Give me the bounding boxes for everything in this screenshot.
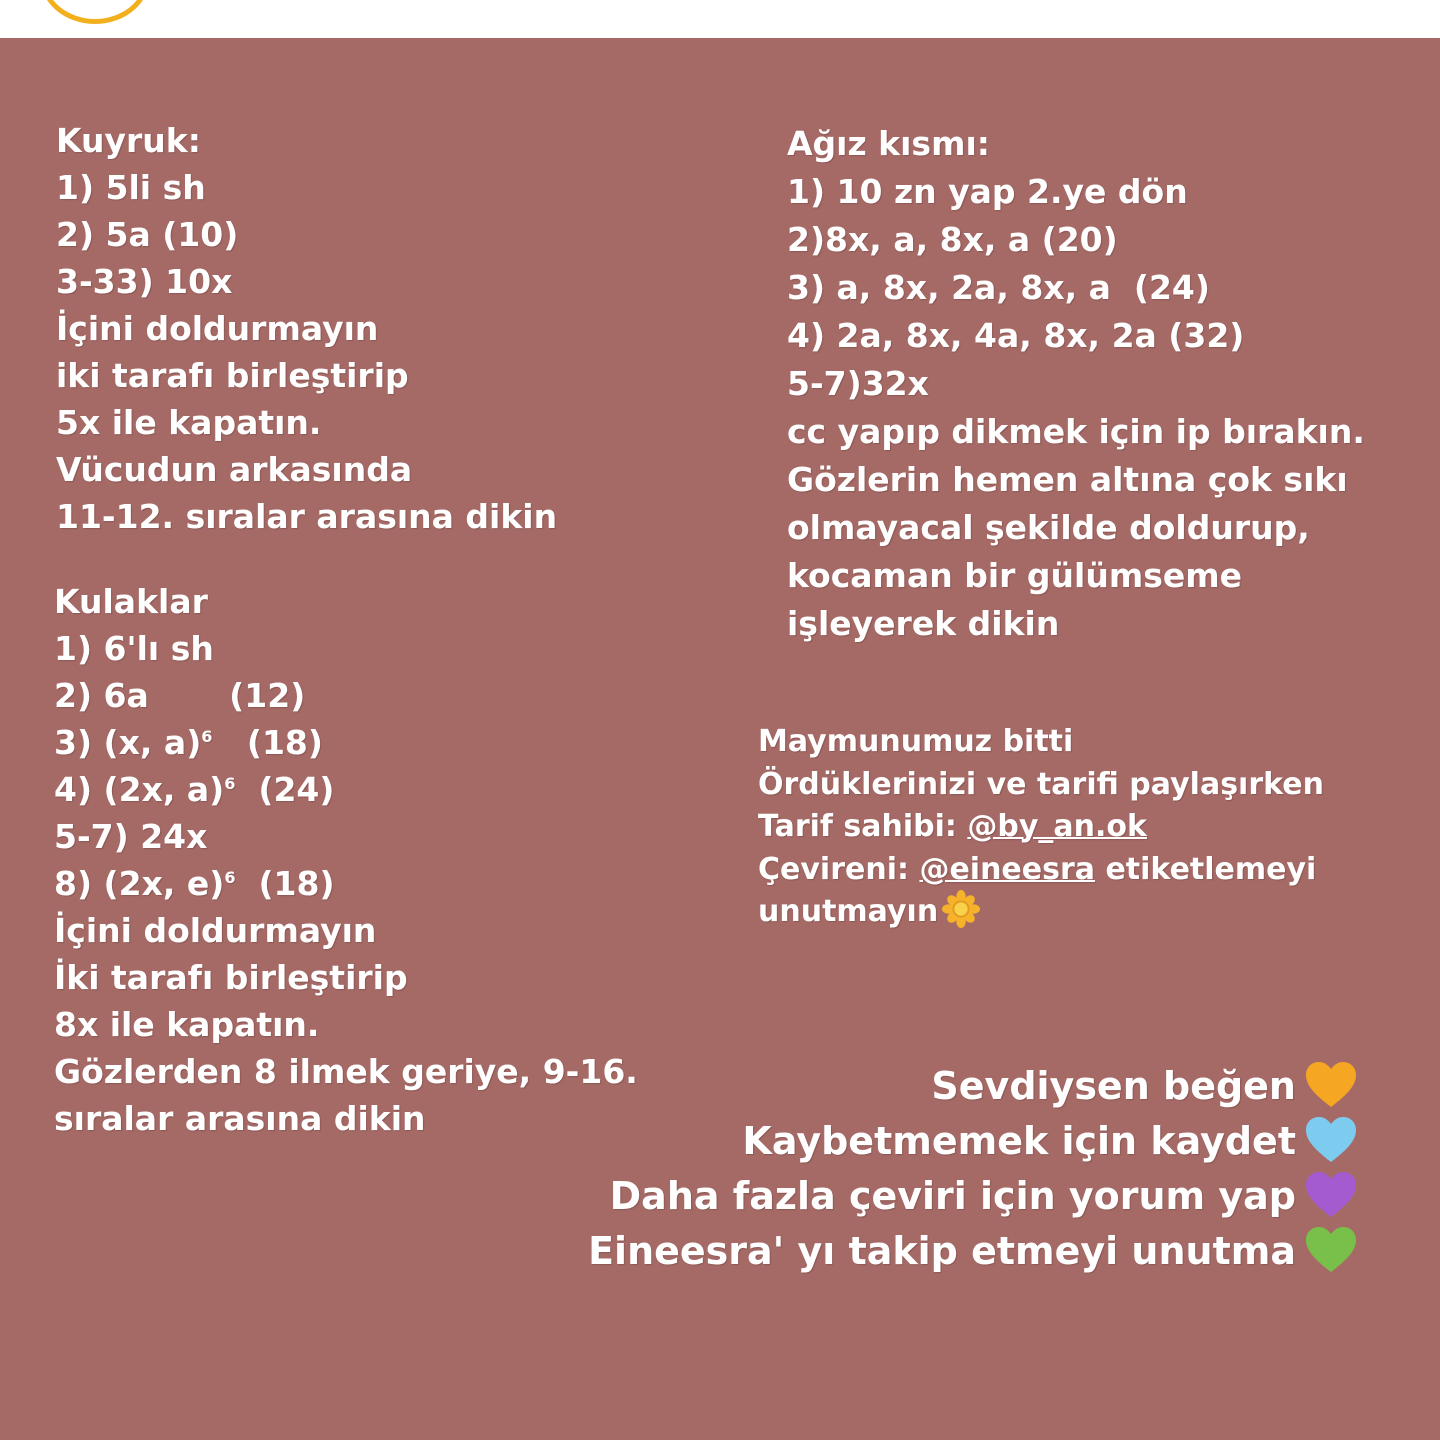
green-heart-icon xyxy=(1304,1226,1358,1274)
kulaklar-line: 4) (2x, a)$^6$ (24) xyxy=(54,770,335,809)
superscript: 6 xyxy=(224,868,236,887)
top-bar xyxy=(0,0,1440,38)
cta-save: Kaybetmemek için kaydet xyxy=(588,1114,1358,1169)
section-title-kuyruk: Kuyruk: xyxy=(56,121,201,160)
superscript: 6 xyxy=(201,727,213,746)
kulaklar-line: İki tarafı birleştirip xyxy=(54,958,408,997)
cta-follow: Eineesra' yı takip etmeyi unutma xyxy=(588,1224,1358,1279)
kuyruk-line: Vücudun arkasında xyxy=(56,450,413,489)
credit-line: Maymunumuz bitti xyxy=(758,724,1074,759)
superscript: 6 xyxy=(224,774,236,793)
agiz-line: Gözlerin hemen altına çok sıkı xyxy=(787,460,1348,499)
kuyruk-line: iki tarafı birleştirip xyxy=(56,356,409,395)
profile-avatar-ring[interactable] xyxy=(40,0,150,24)
agiz-line: olmayacal şekilde doldurup, xyxy=(787,508,1310,547)
credit-line: Çevireni: @eineesra etiketlemeyi xyxy=(758,851,1317,887)
agiz-line: işleyerek dikin xyxy=(787,604,1060,643)
credit-line: Ördüklerinizi ve tarifi paylaşırken xyxy=(758,766,1324,802)
heart-shape xyxy=(1306,1172,1356,1217)
kuyruk-line: 2) 5a (10) xyxy=(56,215,239,254)
kuyruk-line: 5x ile kapatın. xyxy=(56,403,322,442)
sunflower-icon xyxy=(942,890,980,928)
purple-heart-icon xyxy=(1304,1171,1358,1219)
kulaklar-line: 1) 6'lı sh xyxy=(54,629,214,668)
blue-heart-icon xyxy=(1304,1116,1358,1164)
agiz-line: 4) 2a, 8x, 4a, 8x, 2a (32) xyxy=(787,316,1245,355)
cta-like: Sevdiysen beğen xyxy=(588,1059,1358,1114)
kulaklar-line: 5-7) 24x xyxy=(54,817,208,856)
kulaklar-line: 8) (2x, e)$^6$ (18) xyxy=(54,864,335,903)
translator-handle-link[interactable]: @eineesra xyxy=(919,851,1096,887)
kulaklar-line: İçini doldurmayın xyxy=(54,911,377,950)
kulaklar-line: sıralar arasına dikin xyxy=(54,1099,426,1138)
kuyruk-line: 11-12. sıralar arasına dikin xyxy=(56,497,558,536)
cta-comment: Daha fazla çeviri için yorum yap xyxy=(588,1169,1358,1224)
kuyruk-line: 1) 5li sh xyxy=(56,168,206,207)
author-handle-link[interactable]: @by_an.ok xyxy=(967,809,1147,844)
section-agiz xyxy=(787,120,1365,648)
agiz-line: 1) 10 zn yap 2.ye dön xyxy=(787,172,1188,211)
heart-shape xyxy=(1306,1062,1356,1107)
agiz-line: cc yapıp dikmek için ip bırakın. xyxy=(787,412,1365,451)
section-title-kulaklar: Kulaklar xyxy=(54,582,208,621)
section-kuyruk xyxy=(56,117,557,540)
kulaklar-line: 3) (x, a)$^6$ (18) xyxy=(54,723,323,762)
credit-note xyxy=(758,721,1324,934)
credit-line: Tarif sahibi: @by_an.ok xyxy=(758,809,1147,844)
kuyruk-line: 3-33) 10x xyxy=(56,262,233,301)
kulaklar-line: 2) 6a (12) xyxy=(54,676,306,715)
agiz-line: 3) a, 8x, 2a, 8x, a (24) xyxy=(787,268,1210,307)
agiz-line: kocaman bir gülümseme xyxy=(787,556,1242,595)
heart-shape xyxy=(1306,1117,1356,1162)
kuyruk-line: İçini doldurmayın xyxy=(56,309,379,348)
kulaklar-line: 8x ile kapatın. xyxy=(54,1005,320,1044)
orange-heart-icon xyxy=(1304,1061,1358,1109)
section-title-agiz: Ağız kısmı: xyxy=(787,124,990,163)
section-kulaklar xyxy=(54,578,638,1142)
agiz-line: 5-7)32x xyxy=(787,364,929,403)
credit-line: unutmayın xyxy=(758,891,1324,934)
call-to-action xyxy=(588,1059,1358,1279)
heart-shape xyxy=(1306,1227,1356,1272)
kulaklar-line: Gözlerden 8 ilmek geriye, 9-16. xyxy=(54,1052,638,1091)
agiz-line: 2)8x, a, 8x, a (20) xyxy=(787,220,1118,259)
